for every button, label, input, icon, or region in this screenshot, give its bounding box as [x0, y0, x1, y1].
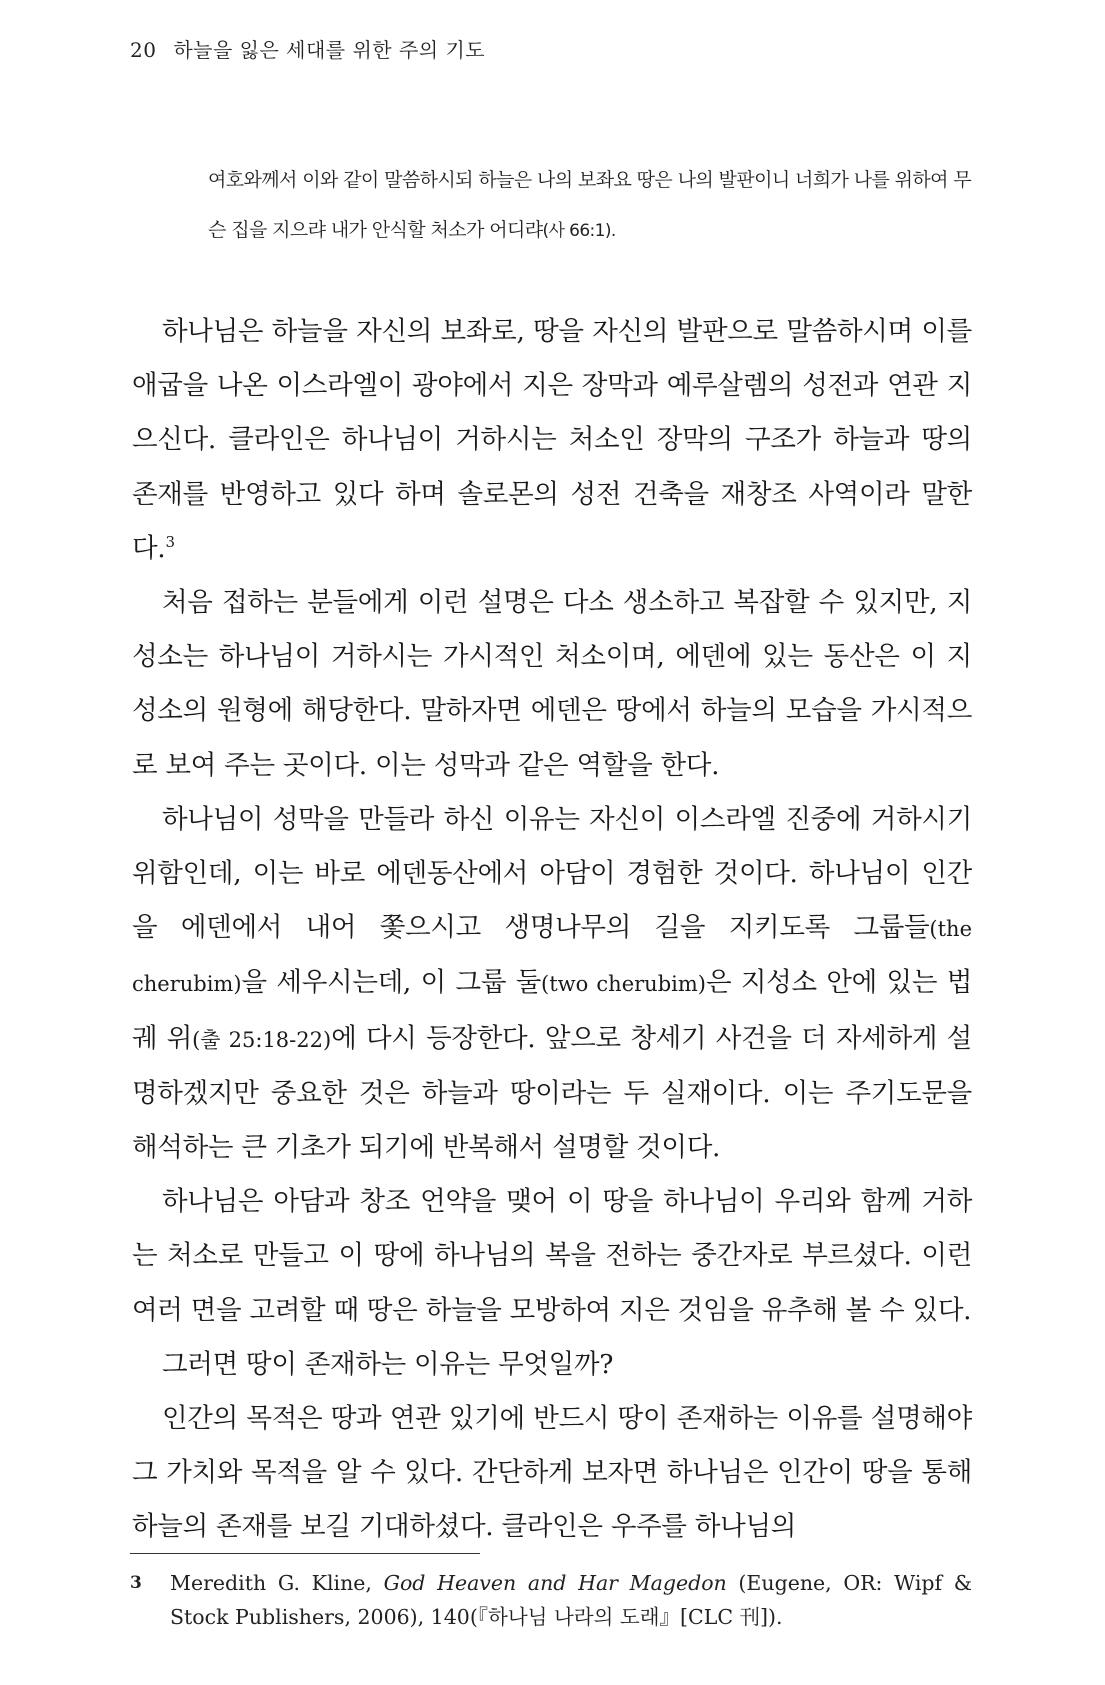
paragraph-4: 하나님은 아담과 창조 언약을 맺어 이 땅을 하나님이 우리와 함께 거하는 처소로 만들고 이 땅에 하나님의 복을 전하는 중간자로 부르셨다. 이런 여러 면을 고려할 때 땅은 하늘을 모방하여 지은 것임을 유추해 볼 수 있다.: [132, 1186, 972, 1326]
paragraph-3-part-1: 하나님이 성막을 만들라 하신 이유는 자신이 이스라엘 진중에 거하시기 위함인데, 이는 바로 에덴동산에서 아담이 경험한 것이다. 하나님이 인간을 에덴에서 내어 쫓으시고 생명나무의 길을 지키도록 그룹들: [132, 803, 972, 944]
paragraph-1: [132, 305, 972, 576]
footnote: [130, 1566, 972, 1634]
paragraph-6: 인간의 목적은 땅과 연관 있기에 반드시 땅이 존재하는 이유를 설명해야 그 가치와 목적을 알 수 있다. 간단하게 보자면 하나님은 인간이 땅을 통해 하늘의 존재를 보길 기대하셨다. 클라인은 우주를 하나님의: [132, 1403, 972, 1543]
latin-gloss-two-cherubim: (two cherubim): [541, 972, 706, 997]
paragraph-3: [132, 793, 972, 1175]
scripture-reference: (출 25:18-22): [192, 1027, 332, 1052]
latin-gloss-cherubim: (the cherubim): [132, 917, 972, 997]
footnote-marker: 3: [165, 532, 175, 551]
paragraph-5: 그러면 땅이 존재하는 이유는 무엇일까?: [162, 1348, 614, 1380]
body-text: [132, 305, 972, 1555]
running-head: [130, 34, 485, 63]
paragraph-3-part-4: 에 다시 등장한다. 앞으로 창세기 사건을 더 자세하게 설명하겠지만 중요한 것은 하늘과 땅이라는 두 실재이다. 이는 주기도문을 해석하는 큰 기초가 되기에 반복해서 설명할 것이다.: [132, 1022, 972, 1164]
page-number: 20: [130, 38, 157, 62]
footnote-author: Meredith G. Kline,: [170, 1571, 384, 1595]
running-title: 하늘을 잃은 세대를 위한 주의 기도: [173, 38, 486, 62]
footnote-text: [170, 1566, 972, 1634]
paragraph-3-part-3: 은 지성소 안에 있는 법궤 위: [132, 967, 973, 1054]
epigraph-reference: (사 66:1).: [542, 221, 616, 241]
footnote-book-title: God Heaven and Har Magedon: [383, 1571, 727, 1595]
paragraph-1-text: 하나님은 하늘을 자신의 보좌로, 땅을 자신의 발판으로 말씀하시며 이를 애굽을 나온 이스라엘이 광야에서 지은 장막과 예루살렘의 성전과 연관 지으신다. 클라인은 하나님이 거하시는 처소인 장막의 구조가 하늘과 땅의 존재를 반영하고 있다 하며 솔로몬의 성전 건축을 재창조 사역이라 말한다.: [132, 316, 972, 564]
paragraph-3-part-2: 을 세우시는데, 이 그룹 둘: [241, 967, 542, 999]
paragraph-2: 처음 접하는 분들에게 이런 설명은 다소 생소하고 복잡할 수 있지만, 지성소는 하나님이 거하시는 가시적인 처소이며, 에덴에 있는 동산은 이 지성소의 원형에 해당한다. 말하자면 에덴은 땅에서 하늘의 모습을 가시적으로 보여 주는 곳이다. 이는 성막과 같은 역할을 한다.: [132, 587, 972, 781]
epigraph-quote: [208, 155, 978, 256]
footnote-number: 3: [130, 1573, 142, 1593]
footnote-divider: [130, 1553, 480, 1554]
epigraph-text: 여호와께서 이와 같이 말씀하시되 하늘은 나의 보좌요 땅은 나의 발판이니 너희가 나를 위하여 무슨 집을 지으랴 내가 안식할 처소가 어디랴: [208, 169, 972, 241]
footnote-publication: (Eugene, OR: Wipf & Stock Publishers, 2006), 140(『하나님 나라의 도래』[CLC 刊]).: [170, 1571, 972, 1629]
